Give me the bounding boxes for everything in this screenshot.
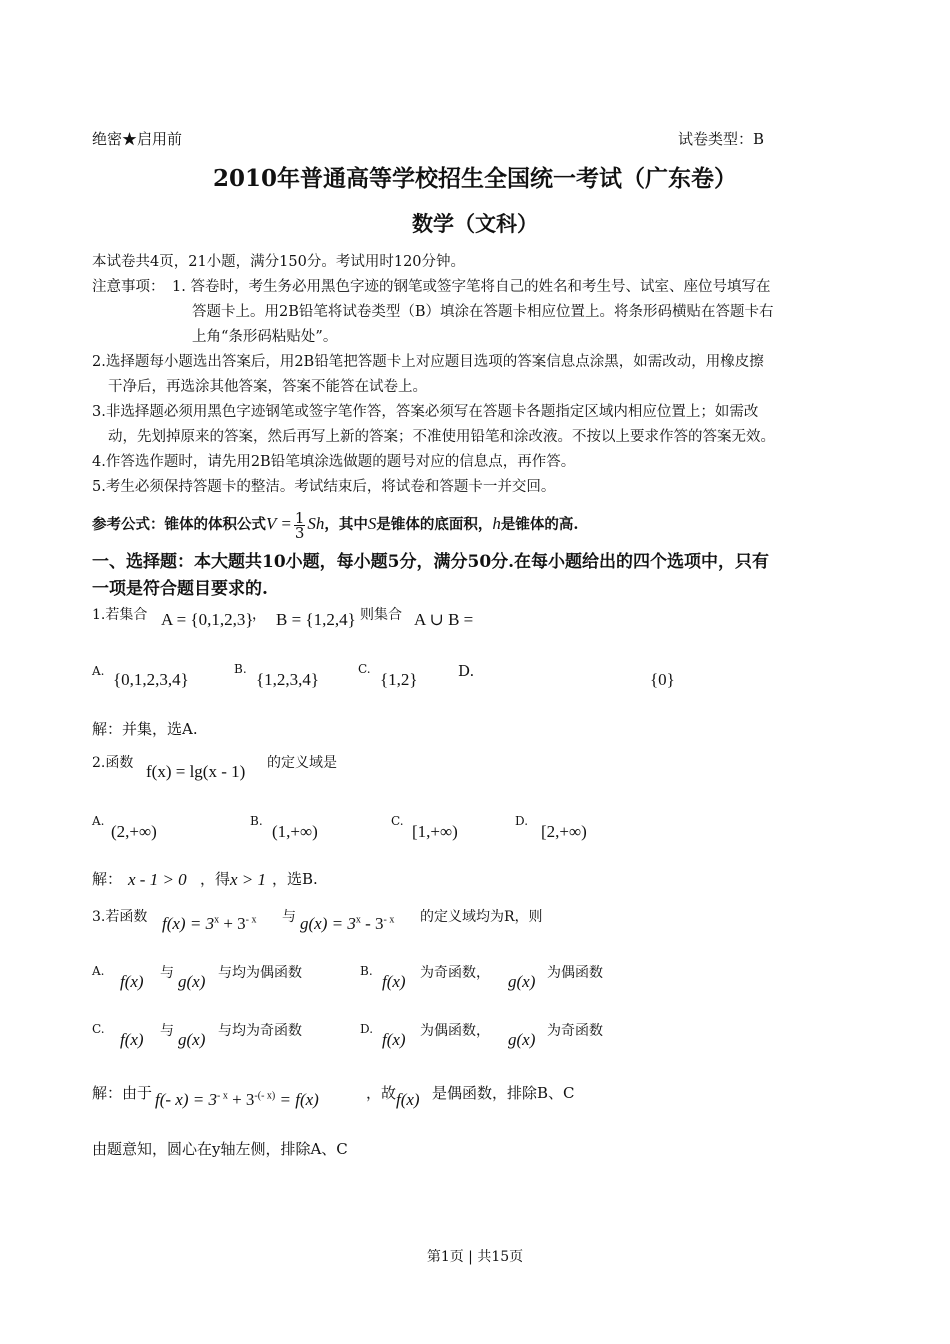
q2-prefix: 2.函数 bbox=[92, 755, 134, 771]
formula-tail-1: ，其中 bbox=[324, 516, 368, 533]
q3-sol-part-1: f(- x) = 3 bbox=[155, 1090, 217, 1109]
q1-set-b: B = {1,2,4} bbox=[276, 610, 356, 629]
q2-solution-prefix: 解： bbox=[92, 870, 123, 888]
q3-solution-prefix: 解：由于 bbox=[92, 1084, 153, 1102]
q3-option-a-mid: 与 bbox=[160, 965, 174, 981]
q1-option-a: {0,1,2,3,4} bbox=[113, 670, 189, 689]
q3-option-b-f: f(x) bbox=[382, 972, 406, 991]
q2-option-c-label: C. bbox=[391, 814, 404, 828]
q2-option-c: [1,+∞) bbox=[412, 822, 458, 841]
q3-f-exp-2: - x bbox=[245, 914, 257, 926]
q1-option-d-label: D. bbox=[458, 662, 475, 680]
q1-option-b-label: B. bbox=[234, 662, 247, 676]
section-heading-line-2: 一项是符合题目要求的. bbox=[92, 579, 268, 599]
q3-solution-mid: ，故 bbox=[366, 1084, 397, 1102]
fraction-denominator: 3 bbox=[294, 523, 305, 542]
q3-option-d-mid: 为偶函数， bbox=[420, 1023, 490, 1039]
q2-solution-tail: ，选B. bbox=[272, 870, 318, 888]
note-2-line-2: 干净后，再选涂其他答案，答案不能答在试卷上。 bbox=[108, 379, 427, 395]
formula-rhs: Sh bbox=[307, 514, 325, 533]
q1-solution: 解：并集，选A. bbox=[92, 720, 198, 738]
q1-expression: A ∪ B = bbox=[414, 610, 474, 629]
q3-sol-exp-1: - x bbox=[216, 1090, 228, 1102]
q2-option-b-label: B. bbox=[250, 814, 263, 828]
q1-option-c-label: C. bbox=[358, 662, 371, 676]
reference-formula bbox=[92, 507, 578, 542]
q1-mid: 则集合 bbox=[360, 607, 402, 623]
q1-comma: ， bbox=[252, 607, 266, 623]
q3-g-base: g(x) = 3 bbox=[300, 914, 356, 933]
q3-option-d-label: D. bbox=[360, 1022, 374, 1036]
q3-function-f bbox=[162, 914, 257, 934]
page-subtitle: 数学（文科） bbox=[412, 211, 538, 236]
q3-f-plus: + 3 bbox=[219, 914, 246, 933]
q3-sol-part-3: = f(x) bbox=[275, 1090, 319, 1109]
q3-option-c-label: C. bbox=[92, 1022, 105, 1036]
q2-expression: f(x) = lg(x - 1) bbox=[146, 762, 246, 781]
confidential-label: 绝密★启用前 bbox=[92, 130, 183, 148]
q3-option-c-g: g(x) bbox=[178, 1030, 206, 1049]
formula-s: S bbox=[367, 514, 377, 533]
q3-extra-note: 由题意知，圆心在y轴左侧，排除A、C bbox=[92, 1140, 348, 1158]
q1-option-b: {1,2,3,4} bbox=[256, 670, 320, 689]
q3-option-a-label: A. bbox=[92, 964, 105, 978]
q3-solution-tail: 是偶函数，排除B、C bbox=[432, 1084, 575, 1102]
q3-option-a-g: g(x) bbox=[178, 972, 206, 991]
note-2-line-1: 2.选择题每小题选出答案后，用2B铅笔把答题卡上对应题目选项的答案信息点涂黑，如需改动，用橡皮擦 bbox=[92, 354, 764, 370]
q3-option-c-mid: 与 bbox=[160, 1023, 174, 1039]
q3-option-c-tail: 与均为奇函数 bbox=[218, 1023, 302, 1039]
q3-solution-f: f(x) bbox=[396, 1090, 420, 1109]
formula-label: 参考公式：锥体的体积公式 bbox=[92, 516, 266, 533]
formula-fraction bbox=[294, 508, 306, 542]
q3-g-exp-2: - x bbox=[383, 914, 395, 926]
formula-h: h bbox=[492, 514, 501, 533]
q3-option-b-tail: 为偶函数 bbox=[547, 965, 603, 981]
q3-option-d-tail: 为奇函数 bbox=[547, 1023, 603, 1039]
formula-tail-3: 是锥体的高. bbox=[500, 516, 579, 533]
q3-option-d-f: f(x) bbox=[382, 1030, 406, 1049]
q3-f-base: f(x) = 3 bbox=[162, 914, 215, 933]
q3-option-d-g: g(x) bbox=[508, 1030, 536, 1049]
q3-g-exp-1: x bbox=[355, 914, 361, 926]
q3-option-c-f: f(x) bbox=[120, 1030, 144, 1049]
q3-solution-expression bbox=[155, 1090, 319, 1110]
note-4: 4.作答选作题时，请先用2B铅笔填涂选做题的题号对应的信息点，再作答。 bbox=[92, 454, 576, 470]
intro-text: 本试卷共4页，21小题，满分150分。考试用时120分钟。 bbox=[92, 254, 466, 270]
q1-prefix: 1.若集合 bbox=[92, 607, 148, 623]
note-1-line-3: 上角“条形码粘贴处”。 bbox=[192, 329, 338, 345]
notes-label: 注意事项： bbox=[92, 279, 165, 295]
q3-prefix: 3.若函数 bbox=[92, 909, 148, 925]
q3-option-b-mid: 为奇函数， bbox=[420, 965, 490, 981]
q3-f-exp-1: x bbox=[214, 914, 220, 926]
section-heading-line-1: 一、选择题：本大题共10小题，每小题5分，满分50分.在每小题给出的四个选项中，只有 bbox=[92, 552, 770, 572]
q3-sol-part-2: + 3 bbox=[227, 1090, 255, 1109]
q2-option-b: (1,+∞) bbox=[272, 822, 318, 841]
q2-solution-mid: ，得 bbox=[200, 870, 231, 888]
note-1-line-2: 答题卡上。用2B铅笔将试卷类型（B）填涂在答题卡相应位置上。将条形码横贴在答题卡右 bbox=[192, 304, 774, 320]
q1-option-d: {0} bbox=[650, 670, 675, 689]
q2-suffix: 的定义域是 bbox=[267, 755, 337, 771]
q1-set-a: A = {0,1,2,3} bbox=[161, 610, 254, 629]
note-1-line-1: 1. 答卷时，考生务必用黑色字迹的钢笔或签字笔将自己的姓名和考生号、试室、座位号填写在 bbox=[172, 279, 771, 295]
q3-option-a-tail: 与均为偶函数 bbox=[218, 965, 302, 981]
q3-suffix: 的定义域均为R，则 bbox=[420, 909, 543, 925]
paper-type-label: 试卷类型：B bbox=[678, 130, 765, 148]
q2-option-d-label: D. bbox=[515, 814, 529, 828]
q3-and: 与 bbox=[282, 909, 296, 925]
q2-solution-inequality-2: x > 1 bbox=[230, 870, 267, 889]
page-title: 2010年普通高等学校招生全国统一考试（广东卷） bbox=[212, 165, 737, 192]
note-3-line-1: 3.非选择题必须用黑色字迹钢笔或签字笔作答，答案必须写在答题卡各题指定区域内相应位置上；如需改 bbox=[92, 404, 759, 420]
q3-option-a-f: f(x) bbox=[120, 972, 144, 991]
formula-tail-2: 是锥体的底面积， bbox=[376, 516, 493, 533]
q1-option-c: {1,2} bbox=[380, 670, 418, 689]
fraction-numerator: 1 bbox=[294, 508, 305, 527]
note-3-line-2: 动，先划掉原来的答案，然后再写上新的答案；不准使用铅笔和涂改液。不按以上要求作答的答案无效。 bbox=[108, 429, 775, 445]
q2-option-d: [2,+∞) bbox=[541, 822, 587, 841]
formula-lhs: V = bbox=[266, 514, 292, 533]
q2-option-a-label: A. bbox=[92, 814, 105, 828]
q3-function-g bbox=[300, 914, 394, 934]
q3-option-b-label: B. bbox=[360, 964, 373, 978]
q3-sol-exp-2: -(- x) bbox=[254, 1090, 276, 1102]
q2-solution-inequality-1: x - 1 > 0 bbox=[128, 870, 187, 889]
q3-option-b-g: g(x) bbox=[508, 972, 536, 991]
q1-option-a-label: A. bbox=[92, 664, 105, 678]
q2-option-a: (2,+∞) bbox=[111, 822, 157, 841]
note-5: 5.考生必须保持答题卡的整洁。考试结束后，将试卷和答题卡一并交回。 bbox=[92, 479, 556, 495]
page-footer: 第1页 | 共15页 bbox=[426, 1249, 524, 1265]
q3-g-minus: - 3 bbox=[360, 914, 384, 933]
